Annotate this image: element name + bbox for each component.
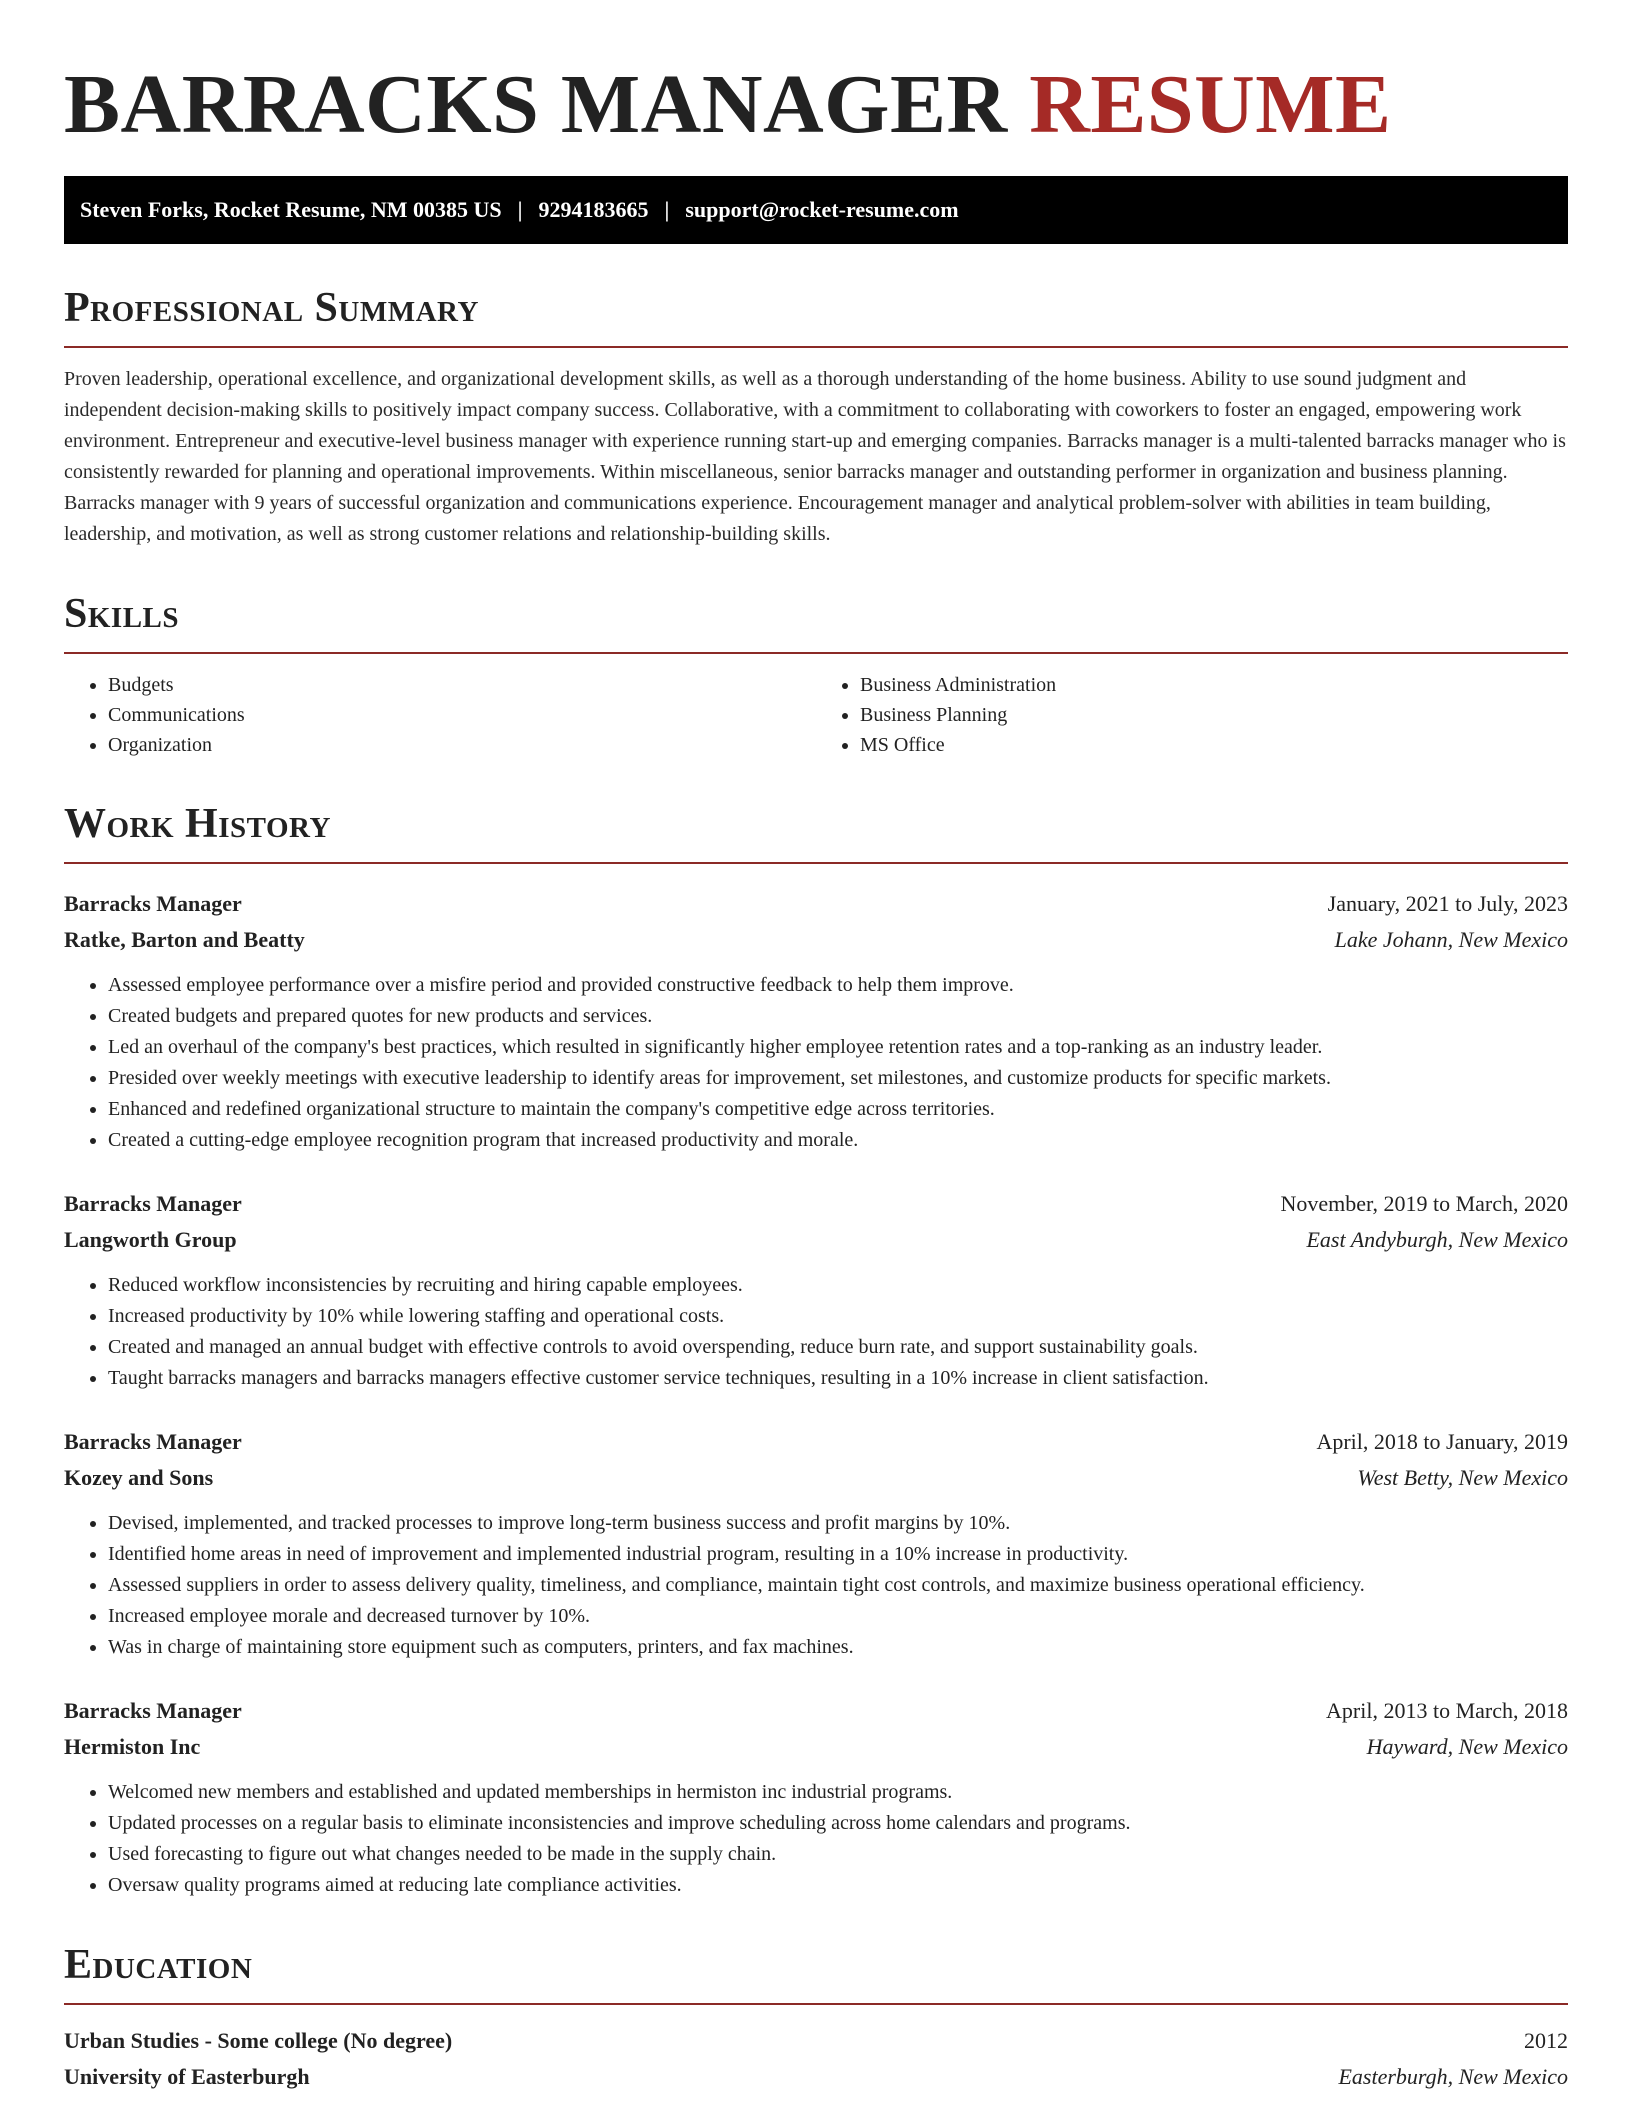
skill-item: • Organization [108,730,816,760]
job-company: Ratke, Barton and Beatty [64,927,305,952]
job-entry [64,1693,1568,1901]
job-company: Kozey and Sons [64,1465,214,1490]
job-bullet: • Assessed suppliers in order to assess delivery quality, timeliness, and compliance, maintain tight cost controls, and maximize business operational efficiency. [108,1570,1568,1601]
job-bullet: • Oversaw quality programs aimed at reducing late compliance activities. [108,1870,1568,1901]
job-bullet: • Created and managed an annual budget with effective controls to avoid overspending, reduce burn rate, and support sustainability goals. [108,1332,1568,1363]
education-school: University of Easterburgh [64,2064,310,2089]
job-bullet: • Assessed employee performance over a misfire period and provided constructive feedback to help them improve. [108,970,1568,1001]
job-bullet: • Welcomed new members and established and updated memberships in hermiston inc industrial programs. [108,1777,1568,1808]
skill-item: • Budgets [108,670,816,700]
section-title-skills: Skills [64,590,1568,654]
education-location: Easterburgh, New Mexico [1338,2064,1568,2089]
job-bullet: • Created a cutting-edge employee recognition program that increased productivity and morale. [108,1125,1568,1156]
skill-item: • MS Office [860,730,1568,760]
job-location: Hayward, New Mexico [1366,1734,1568,1759]
contact-separator: | [517,197,523,222]
job-title: Barracks Manager [64,1191,242,1216]
job-title: Barracks Manager [64,891,242,916]
job-bullet: • Taught barracks managers and barracks managers effective customer service techniques, resulting in a 10% increase in client satisfaction. [108,1363,1568,1394]
job-bullet: • Increased employee morale and decreased turnover by 10%. [108,1601,1568,1632]
education-degree: Urban Studies - Some college (No degree) [64,2028,453,2053]
contact-separator: | [664,197,670,222]
contact-address: Steven Forks, Rocket Resume, NM 00385 US [80,197,502,222]
job-bullet: • Presided over weekly meetings with executive leadership to identify areas for improvement, set milestones, and customize products for specific markets. [108,1063,1568,1094]
job-company: Langworth Group [64,1227,237,1252]
job-title: Barracks Manager [64,1698,242,1723]
skills-column-right [816,670,1568,760]
job-bullets [64,1777,1568,1901]
job-bullet: • Used forecasting to figure out what changes needed to be made in the supply chain. [108,1839,1568,1870]
job-title: Barracks Manager [64,1429,242,1454]
contact-phone: 9294183665 [538,197,649,222]
job-bullet: • Was in charge of maintaining store equipment such as computers, printers, and fax machines. [108,1632,1568,1663]
job-location: East Andyburgh, New Mexico [1306,1227,1568,1252]
education-year: 2012 [1524,2028,1568,2053]
job-bullets [64,970,1568,1156]
job-company: Hermiston Inc [64,1734,201,1759]
job-bullet: • Increased productivity by 10% while lowering staffing and operational costs. [108,1301,1568,1332]
contact-email: support@rocket-resume.com [685,197,959,222]
skills-list [64,670,1568,760]
skill-item: • Business Administration [860,670,1568,700]
job-bullets [64,1508,1568,1663]
job-dates: January, 2021 to July, 2023 [1327,891,1568,916]
job-entry [64,1424,1568,1663]
section-title-summary: Professional Summary [64,284,1568,348]
job-bullet: • Devised, implemented, and tracked processes to improve long-term business success and profit margins by 10%. [108,1508,1568,1539]
title-accent: RESUME [1029,58,1392,151]
job-dates: April, 2013 to March, 2018 [1326,1698,1568,1723]
title-main: BARRACKS MANAGER [64,58,1008,151]
section-title-work-history: Work History [64,800,1568,864]
summary-text: Proven leadership, operational excellence, and organizational development skills, as well as a thorough understanding of the home business. Ability to use sound judgment and independent decision-making skills to positively impact company success. Collaborative, with a commitment to collaborating with coworkers to foster an engaged, empowering work environment. Entrepreneur and executive-level business manager with experience running start-up and emerging companies. Barracks manager is a multi-talented barracks manager who is consistently rewarded for planning and operational improvements. Within miscellaneous, senior barracks manager and outstanding performer in organization and business planning. Barracks manager with 9 years of successful organization and communications experience. Encouragement manager and analytical problem-solver with abilities in team building, leadership, and motivation, as well as strong customer relations and relationship-building skills. [64,368,1566,545]
job-location: Lake Johann, New Mexico [1334,927,1568,952]
job-bullet: • Identified home areas in need of improvement and implemented industrial program, resulting in a 10% increase in productivity. [108,1539,1568,1570]
job-bullet: • Created budgets and prepared quotes for new products and services. [108,1001,1568,1032]
skill-item: • Communications [108,700,816,730]
job-bullet: • Updated processes on a regular basis to eliminate inconsistencies and improve scheduling across home calendars and programs. [108,1808,1568,1839]
job-location: West Betty, New Mexico [1357,1465,1568,1490]
contact-bar [64,176,1568,244]
job-bullet: • Reduced workflow inconsistencies by recruiting and hiring capable employees. [108,1270,1568,1301]
job-dates: November, 2019 to March, 2020 [1280,1191,1568,1216]
skills-column-left [64,670,816,760]
job-bullet: • Led an overhaul of the company's best practices, which resulted in significantly higher employee retention rates and a top-ranking as an industry leader. [108,1032,1568,1063]
job-entry [64,1186,1568,1394]
job-entry [64,886,1568,1156]
resume-title [64,0,1568,154]
job-bullets [64,1270,1568,1394]
section-title-education: Education [64,1941,1568,2005]
job-dates: April, 2018 to January, 2019 [1316,1429,1568,1454]
job-bullet: • Enhanced and redefined organizational structure to maintain the company's competitive edge across territories. [108,1094,1568,1125]
skill-item: • Business Planning [860,700,1568,730]
education-entry [64,2023,1568,2095]
